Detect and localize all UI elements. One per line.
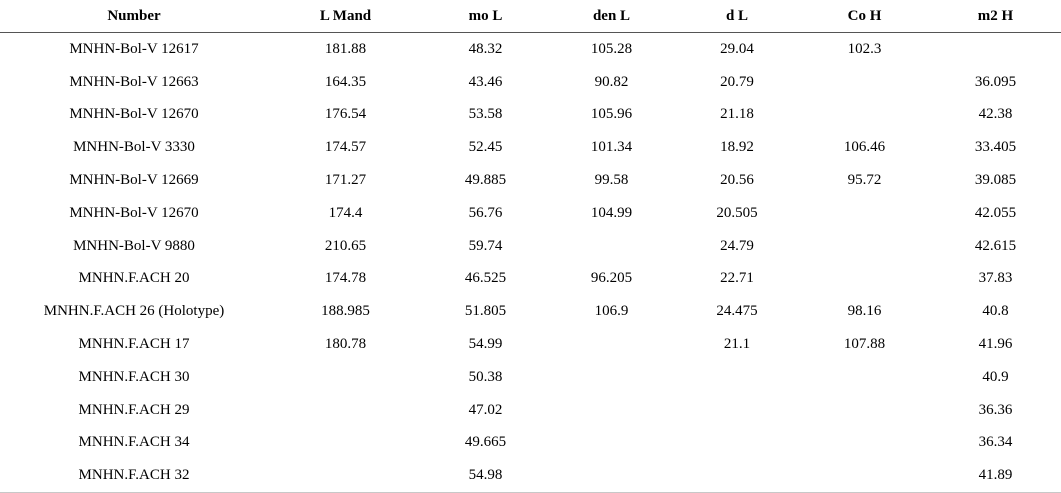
table-row xyxy=(0,295,1061,328)
header-den-l: den L xyxy=(548,0,675,33)
cell-den-l xyxy=(548,394,675,427)
cell-number: MNHN.F.ACH 32 xyxy=(0,459,268,492)
cell-number: MNHN-Bol-V 3330 xyxy=(73,139,195,156)
cell-d-l: 22.71 xyxy=(720,270,754,287)
cell-co-h: 102.3 xyxy=(847,40,882,57)
cell-den-l: 104.99 xyxy=(590,204,633,221)
cell-number: MNHN-Bol-V 12670 xyxy=(69,106,199,123)
cell-l-mand: 174.78 xyxy=(324,270,367,287)
cell-mo-l: 54.99 xyxy=(468,336,503,353)
cell-m2-h: 42.615 xyxy=(974,237,1017,254)
table-row xyxy=(0,427,1061,460)
cell-l-mand: 210.65 xyxy=(324,237,367,254)
table-row xyxy=(0,263,1061,296)
cell-co-h xyxy=(799,459,930,492)
cell-l-mand: 181.88 xyxy=(324,40,367,57)
cell-m2-h: 36.095 xyxy=(974,73,1017,90)
cell-d-l: 24.475 xyxy=(716,303,758,320)
cell-co-h xyxy=(799,66,930,99)
cell-co-h xyxy=(799,263,930,296)
cell-den-l xyxy=(548,230,675,263)
cell-d-l xyxy=(675,427,799,460)
cell-l-mand: 188.985 xyxy=(321,303,370,320)
cell-m2-h: 40.9 xyxy=(982,368,1009,385)
header-row xyxy=(0,0,1061,33)
cell-mo-l: 56.76 xyxy=(468,204,503,221)
table-row xyxy=(0,164,1061,197)
cell-m2-h: 40.8 xyxy=(982,303,1009,320)
table-body xyxy=(0,33,1061,493)
cell-den-l xyxy=(548,361,675,394)
cell-number: MNHN.F.ACH 30 xyxy=(78,368,190,385)
cell-mo-l: 49.665 xyxy=(464,434,507,451)
cell-mo-l: 43.46 xyxy=(468,73,503,90)
table-row xyxy=(0,99,1061,132)
table-row xyxy=(0,131,1061,164)
cell-co-h: 95.72 xyxy=(847,172,882,189)
cell-mo-l: 53.58 xyxy=(468,106,503,123)
cell-mo-l: 59.74 xyxy=(468,237,503,254)
cell-co-h xyxy=(799,230,930,263)
cell-mo-l: 54.98 xyxy=(423,459,548,492)
cell-d-l: 24.79 xyxy=(720,237,754,254)
cell-mo-l: 50.38 xyxy=(468,368,503,385)
cell-mo-l: 48.32 xyxy=(468,40,503,57)
cell-number: MNHN.F.ACH 17 xyxy=(78,336,190,353)
cell-d-l xyxy=(675,394,799,427)
table-row xyxy=(0,459,1061,492)
cell-m2-h: 41.89 xyxy=(930,459,1061,492)
cell-den-l: 105.96 xyxy=(590,106,633,123)
cell-d-l: 18.92 xyxy=(720,139,754,156)
table-row xyxy=(0,394,1061,427)
table-row xyxy=(0,66,1061,99)
cell-co-h xyxy=(799,361,930,394)
cell-co-h xyxy=(799,394,930,427)
cell-den-l: 106.9 xyxy=(594,303,629,320)
cell-mo-l: 49.885 xyxy=(464,172,507,189)
cell-number: MNHN-Bol-V 12670 xyxy=(69,204,199,221)
cell-m2-h: 36.34 xyxy=(978,434,1013,451)
cell-m2-h xyxy=(930,33,1061,66)
cell-den-l xyxy=(548,459,675,492)
cell-l-mand: 180.78 xyxy=(324,336,367,353)
cell-l-mand xyxy=(268,361,423,394)
cell-number: MNHN-Bol-V 12663 xyxy=(69,73,199,90)
cell-number: MNHN.F.ACH 26 (Holotype) xyxy=(43,303,225,320)
table-row xyxy=(0,361,1061,394)
cell-co-h xyxy=(799,197,930,230)
cell-d-l: 20.56 xyxy=(720,172,754,189)
cell-den-l xyxy=(548,427,675,460)
cell-den-l: 90.82 xyxy=(594,73,629,90)
header-d-l: d L xyxy=(675,0,799,33)
cell-l-mand: 164.35 xyxy=(324,73,367,90)
cell-d-l: 21.18 xyxy=(720,106,754,123)
cell-number: MNHN.F.ACH 34 xyxy=(78,434,190,451)
cell-l-mand: 174.4 xyxy=(328,204,363,221)
cell-d-l: 20.505 xyxy=(716,204,758,221)
cell-d-l: 21.1 xyxy=(723,336,751,353)
cell-d-l: 29.04 xyxy=(720,40,754,57)
table-row xyxy=(0,230,1061,263)
cell-number: MNHN-Bol-V 12617 xyxy=(69,40,199,57)
cell-l-mand: 171.27 xyxy=(324,172,367,189)
cell-m2-h: 42.055 xyxy=(974,204,1017,221)
cell-den-l: 105.28 xyxy=(590,40,633,57)
cell-d-l: 20.79 xyxy=(720,73,754,90)
table-row xyxy=(0,328,1061,361)
cell-co-h: 98.16 xyxy=(847,303,882,320)
cell-number: MNHN-Bol-V 9880 xyxy=(73,237,195,254)
table-header xyxy=(0,0,1061,33)
cell-number: MNHN.F.ACH 20 xyxy=(78,270,190,287)
cell-den-l: 99.58 xyxy=(594,172,629,189)
cell-l-mand xyxy=(268,427,423,460)
cell-den-l: 96.205 xyxy=(590,270,633,287)
cell-co-h: 106.46 xyxy=(843,139,886,156)
cell-den-l xyxy=(548,328,675,361)
header-co-h: Co H xyxy=(799,0,930,33)
cell-mo-l: 47.02 xyxy=(468,401,503,418)
cell-m2-h: 42.38 xyxy=(978,106,1013,123)
cell-m2-h: 36.36 xyxy=(978,401,1013,418)
cell-den-l: 101.34 xyxy=(590,139,633,156)
header-l-mand: L Mand xyxy=(268,0,423,33)
cell-l-mand: 174.57 xyxy=(324,139,367,156)
cell-m2-h: 41.96 xyxy=(978,336,1013,353)
cell-m2-h: 33.405 xyxy=(974,139,1017,156)
cell-number: MNHN-Bol-V 12669 xyxy=(69,172,199,189)
table-row xyxy=(0,33,1061,66)
cell-d-l xyxy=(675,459,799,492)
cell-d-l xyxy=(675,361,799,394)
cell-mo-l: 51.805 xyxy=(464,303,507,320)
cell-mo-l: 46.525 xyxy=(464,270,507,287)
table-row xyxy=(0,197,1061,230)
cell-l-mand xyxy=(268,394,423,427)
cell-number: MNHN.F.ACH 29 xyxy=(78,401,190,418)
cell-m2-h: 37.83 xyxy=(978,270,1013,287)
header-m2-h: m2 H xyxy=(930,0,1061,33)
cell-mo-l: 52.45 xyxy=(468,139,503,156)
cell-l-mand: 176.54 xyxy=(324,106,367,123)
header-mo-l: mo L xyxy=(423,0,548,33)
cell-co-h: 107.88 xyxy=(843,336,886,353)
cell-l-mand xyxy=(268,459,423,492)
header-number: Number xyxy=(0,0,268,33)
cell-co-h xyxy=(799,99,930,132)
cell-co-h xyxy=(799,427,930,460)
cell-m2-h: 39.085 xyxy=(974,172,1017,189)
